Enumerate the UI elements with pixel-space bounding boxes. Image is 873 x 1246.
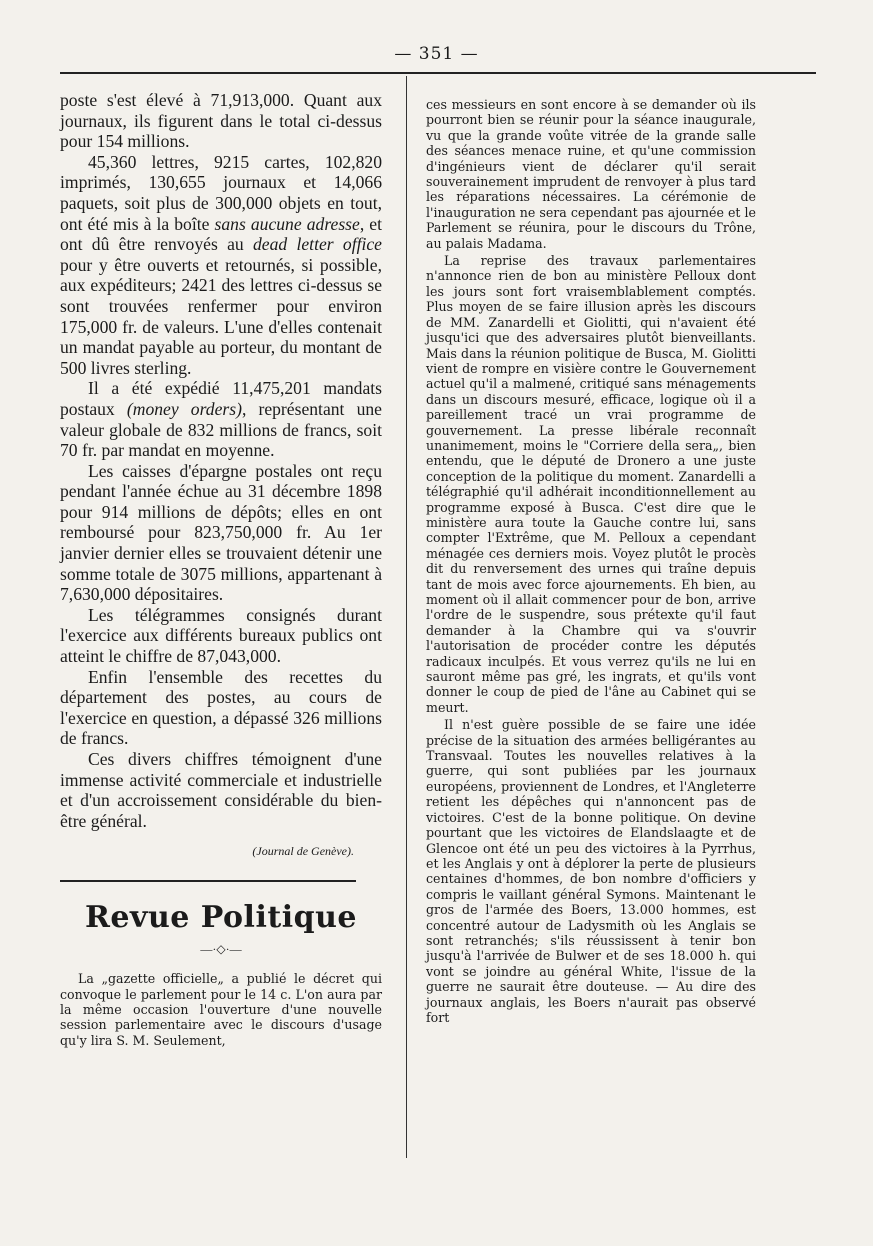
text-span: , représentant une valeur globale de 832 millions de francs, soit 70 fr. par mandat en moyenne. bbox=[60, 398, 382, 461]
paragraph-pelloux-ministry: La reprise des travaux parlementaires n'annonce rien de bon au ministère Pelloux dont les jours sont fort vraisemblablement comptés. Plus moyen de se faire illusion après les discours de MM. Zanardelli et Giolitti, qui n'avaient été jusqu'ici que des adversaires plutôt bienveillants. Mais dans la réunion politique de Busca, M. Giolitti vient de rompre en visière contre le Gouvernement actuel qu'il a malmené, critiqué sans ménagements dans un discours mesuré, efficace, logique où il a pareillement tracé un vrai programme de gouvernement. La presse libérale reconnaît unanimement, moins le "Corriere della sera„, bien entendu, que le député de Dronero a une juste conception de la politique du moment. Zanardelli a télégraphié qu'il adhérait inconditionnellement au programme exposé à Busca. C'est dire que le ministère aura toute la Gauche contre lui, sans compter l'Extrême, que M. Pelloux a cependant ménagée ces derniers mois. Voyez plutôt le procès dit du renversement des urnes qui traîne depuis tant de mois avec force ajournements. Eh bien, au moment où il allait commencer pour de bon, arrive l'ordre de le suspendre, sous prétexte qu'il faut demander à la Chambre qui va s'ouvrir l'autorisation de procéder contre les députés radicaux inculpés. Et vous verrez qu'ils ne lui en sauront même pas gré, les ingrats, et qu'ils vont donner le coup de pied de l'âne au Cabinet qui se meurt. bbox=[426, 253, 756, 715]
text-span: , et ont dû être renvoyés au bbox=[60, 213, 382, 255]
source-citation: (Journal de Genève). bbox=[252, 844, 354, 859]
paragraph-parliament-hall: ces messieurs en sont encore à se demander où ils pourront bien se réunir pour la séance inaugurale, vu que la grande voûte vitrée de la grande salle des séances menace ruine, et qu'une commission d'ingénieurs vient de déclarer qu'il serait souverainement imprudent de renvoyer à plus tard les réparations nécessaires. La cérémonie de l'inauguration ne sera cependant pas ajournée et le Parlement se réunira, pour le discours du Trône, au palais Madama. bbox=[426, 97, 756, 251]
paragraph-conclusion: Ces divers chiffres témoignent d'une immense activité commerciale et industrielle et d'un accroissement considérable du bien-être général. bbox=[60, 749, 382, 831]
paragraph-postal-revenue: poste s'est élevé à 71,913,000. Quant aux journaux, ils figurent dans le total ci-dessus pour 154 millions. bbox=[60, 90, 382, 152]
section-rule bbox=[60, 880, 356, 882]
italic-text: sans aucune adresse bbox=[214, 213, 360, 234]
ornament-divider: —·◇·— bbox=[200, 941, 242, 956]
right-column bbox=[426, 97, 756, 1025]
paragraph-dead-letters bbox=[60, 152, 382, 379]
italic-text: (money orders) bbox=[126, 398, 242, 419]
header-rule bbox=[60, 72, 816, 74]
section-title: Revue Politique bbox=[85, 899, 357, 935]
text-span: pour y être ouverts et retournés, si possible, aux expéditeurs; 2421 des lettres ci-dessus se sont trouvées renfermer pour environ 175,000 fr. de valeurs. L'une d'elles contenait un mandat payable au porteur, du montant de 500 livres sterling. bbox=[60, 254, 382, 378]
paragraph-receipts: Enfin l'ensemble des recettes du département des postes, au cours de l'exercice en question, a dépassé 326 millions de francs. bbox=[60, 666, 382, 749]
italic-text: dead letter office bbox=[253, 234, 382, 255]
paragraph-transvaal-war: Il n'est guère possible de se faire une idée précise de la situation des armées belligérantes au Transvaal. Toutes les nouvelles relatives à la guerre, qui sont publiées par les journaux européens, proviennent de Londres, et l'Angleterre retient les dépêches qui n'annoncent pas de victoires. C'est de la bonne politique. On devine pourtant que les victoires de Elandslaagte et de Glencoe ont été un peu des victoires à la Pyrrhus, et les Anglais y ont à déplorer la perte de plusieurs centaines d'hommes, de bon nombre d'officiers y compris le vaillant général Symons. Maintenant le gros de l'armée des Boers, 13.000 hommes, est concentré autour de Ladysmith où les Anglais se sont retranchés; s'ils réussissent à tenir bon jusqu'à l'arrivée de Bulwer et de ses 18.000 h. qui vont se joindre au général White, l'issue de la guerre ne saurait être douteuse. — Au dire des journaux anglais, les Boers n'aurait pas observé fort bbox=[426, 717, 756, 1025]
column-divider bbox=[406, 76, 407, 1158]
paragraph-telegrams: Les télégrammes consignés durant l'exercice aux différents bureaux publics ont atteint le chiffre de 87,043,000. bbox=[60, 604, 382, 667]
paragraph-savings: Les caisses d'épargne postales ont reçu pendant l'année échue au 31 décembre 1898 pour 914 millions de dépôts; elles en ont remboursé pour 823,750,000 fr. Au 1er janvier dernier elles se trouvaient détenir une somme totale de 3075 millions, appartenant à 7,630,000 dépositaires. bbox=[60, 460, 382, 605]
text-span: Il a été expédié 11,475,201 mandats postaux bbox=[60, 378, 382, 419]
left-column bbox=[60, 90, 382, 1048]
paragraph-gazette: La „gazette officielle„ a publié le décret qui convoque le parlement pour le 14 c. L'on aura par la même occasion l'ouverture d'une nouvelle session parlementaire avec le discours d'usage qu'y lira S. M. Seulement, bbox=[60, 971, 382, 1048]
revue-body bbox=[60, 971, 382, 1048]
paragraph-money-orders bbox=[60, 378, 382, 460]
text-span: 45,360 lettres, 9215 cartes, 102,820 imprimés, 130,655 journaux et 14,066 paquets, soit plus de 300,000 objets en tout, ont été mis à la boîte bbox=[60, 151, 382, 234]
page-number: — 351 — bbox=[394, 44, 479, 64]
